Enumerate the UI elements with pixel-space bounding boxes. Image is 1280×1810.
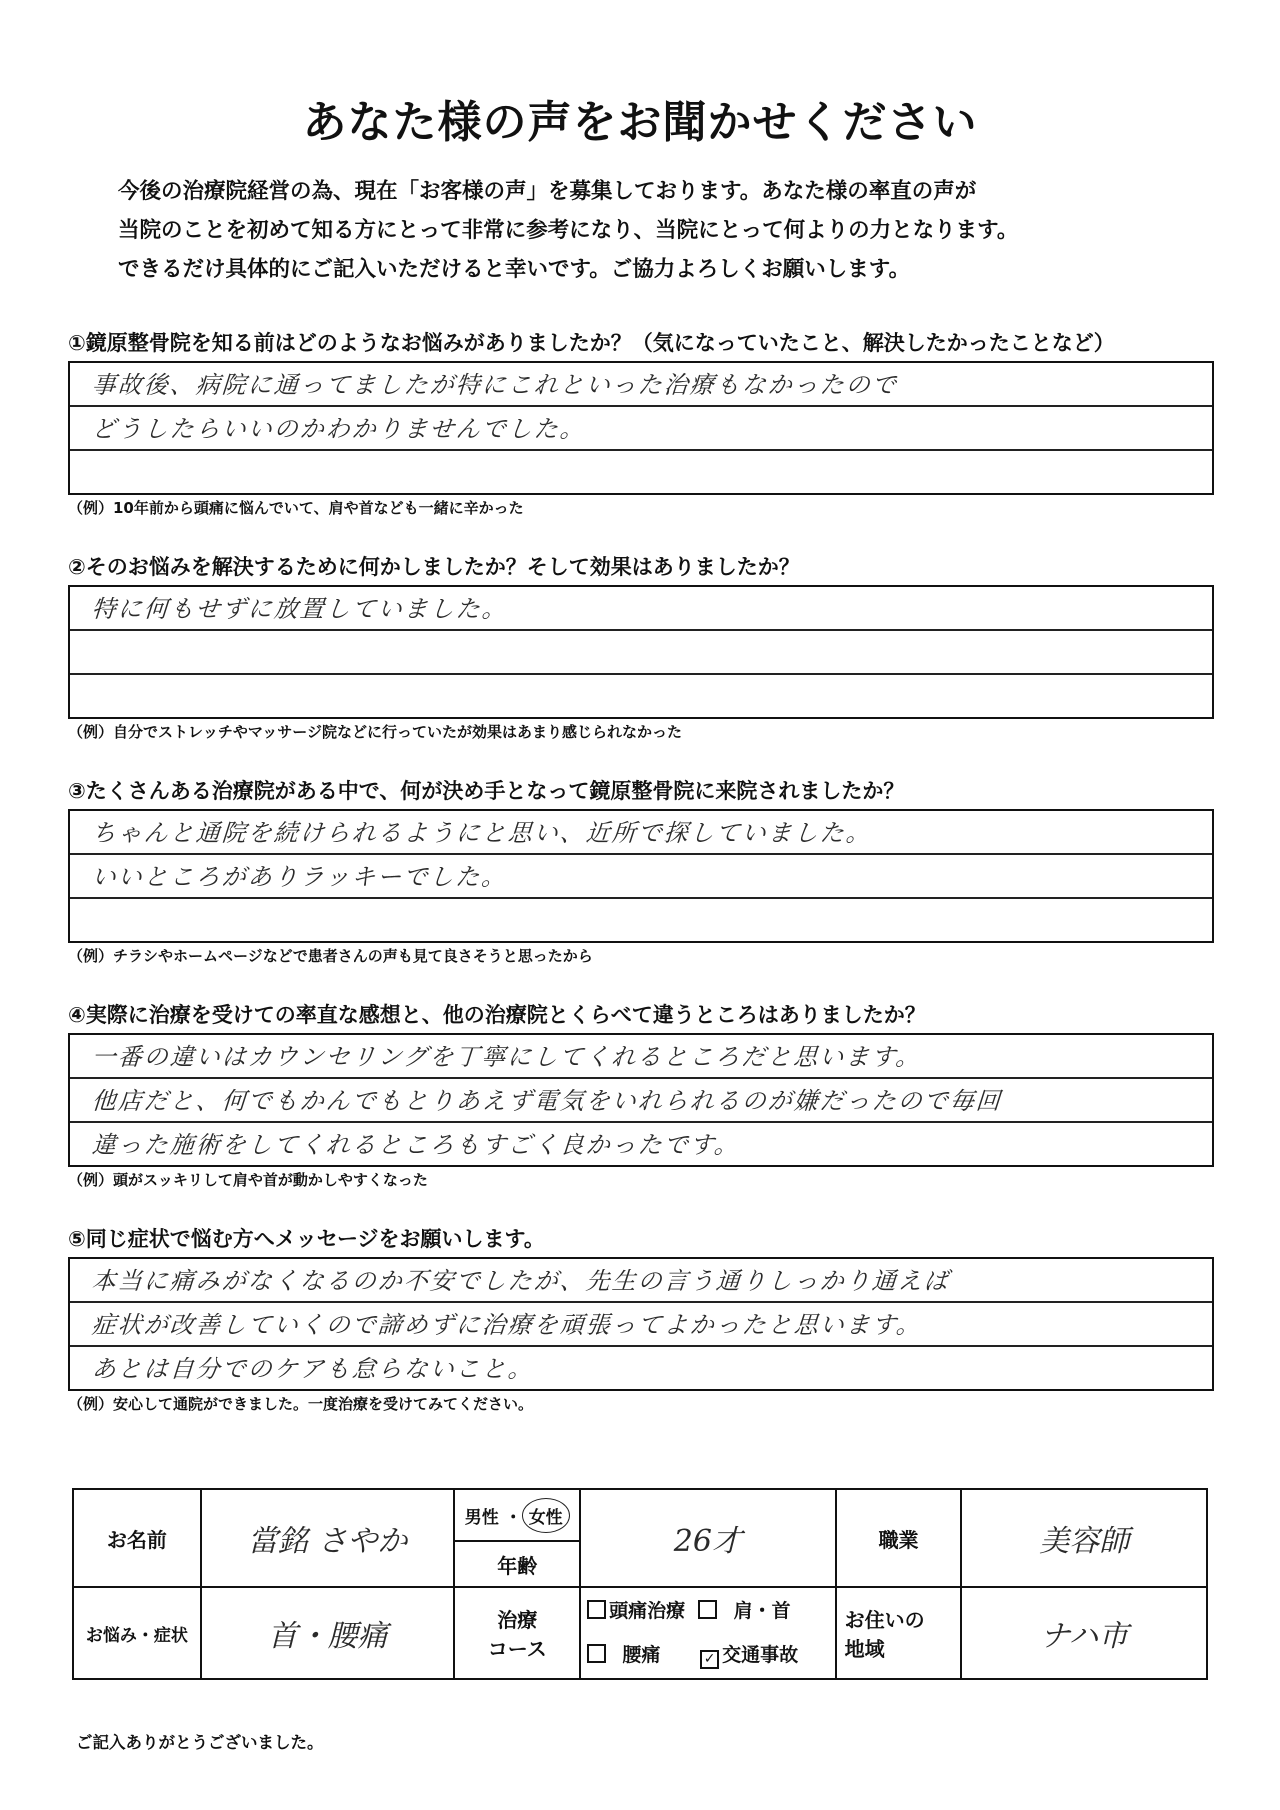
handwritten-answer: 一番の違いはカウンセリングを丁寧にしてくれるところだと思います。 (90, 1043, 923, 1071)
answer-box[interactable] (68, 809, 1214, 943)
area-label-line: 地域 (844, 1637, 885, 1661)
question-5 (68, 1224, 1214, 1414)
course-option-label: 腰痛 (622, 1644, 661, 1666)
question-4 (68, 1000, 1214, 1190)
example-text: （例）自分でストレッチやマッサージ院などに行っていたが効果はあまり感じられなかった (68, 723, 682, 741)
symptom-label: お悩み・症状 (73, 1587, 201, 1679)
name-label: お名前 (73, 1489, 201, 1587)
answer-line[interactable] (70, 631, 1212, 675)
question-2 (68, 552, 1214, 742)
checkbox-unchecked-icon[interactable] (698, 1600, 717, 1619)
question-heading: ②そのお悩みを解決するために何かしましたか？そして効果はありましたか？ (68, 555, 800, 579)
age-label: 年齢 (454, 1541, 580, 1587)
handwritten-answer: 症状が改善していくので諦めずに治療を頑張ってよかったと思います。 (90, 1311, 923, 1339)
job-label: 職業 (836, 1489, 962, 1587)
personal-info-table (72, 1488, 1208, 1680)
gender-male-option[interactable]: 男性 (464, 1507, 499, 1528)
answer-line[interactable] (70, 1347, 1212, 1389)
handwritten-answer: 他店だと、何でもかんでもとりあえず電気をいれられるのが嫌だったので毎回 (90, 1087, 1003, 1115)
answer-line[interactable] (70, 1079, 1212, 1123)
answer-box[interactable] (68, 585, 1214, 719)
course-option-headache[interactable] (587, 1600, 685, 1622)
question-1 (68, 328, 1214, 518)
answer-line[interactable] (70, 451, 1212, 493)
question-heading: ④実際に治療を受けての率直な感想と、他の治療院とくらべて違うところはありましたか？ (68, 1003, 926, 1027)
intro-text (118, 172, 1218, 289)
area-field[interactable]: ナハ市 (961, 1587, 1207, 1679)
example-text: （例）10年前から頭痛に悩んでいて、肩や首なども一緒に辛かった (68, 499, 524, 517)
answer-line[interactable] (70, 675, 1212, 717)
course-option-label: 肩・首 (733, 1600, 791, 1622)
handwritten-answer: ちゃんと通院を続けられるようにと思い、近所で探していました。 (90, 819, 873, 847)
example-text: （例）安心して通院ができました。一度治療を受けてみてください。 (68, 1395, 534, 1413)
checkbox-unchecked-icon[interactable] (587, 1644, 606, 1663)
gender-separator: ・ (504, 1507, 522, 1528)
thanks-message: ご記入ありがとうございました。 (76, 1733, 324, 1752)
answer-line[interactable] (70, 811, 1212, 855)
handwritten-answer: 違った施術をしてくれるところもすごく良かったです。 (90, 1131, 741, 1159)
answer-line[interactable] (70, 899, 1212, 941)
question-heading: ①鏡原整骨院を知る前はどのようなお悩みがありましたか？（気になっていたこと、解決したかったことなど） (68, 331, 1115, 355)
answer-line[interactable] (70, 855, 1212, 899)
handwritten-answer: 事故後、病院に通ってましたが特にこれといった治療もなかったので (90, 371, 899, 399)
answer-box[interactable] (68, 361, 1214, 495)
course-option-label: 頭痛治療 (609, 1600, 686, 1622)
handwritten-answer: 本当に痛みがなくなるのか不安でしたが、先生の言う通りしっかり通えば (90, 1267, 951, 1295)
course-option-traffic-accident[interactable] (700, 1644, 798, 1666)
intro-line: 当院のことを初めて知る方にとって非常に参考になり、当院にとって何よりの力となります。 (118, 218, 1019, 243)
course-label-line: 治療 (497, 1608, 538, 1632)
checkbox-unchecked-icon[interactable] (587, 1600, 606, 1619)
answer-box[interactable] (68, 1257, 1214, 1391)
job-field[interactable]: 美容師 (961, 1489, 1207, 1587)
handwritten-answer: どうしたらいいのかわかりませんでした。 (90, 415, 587, 443)
symptom-field[interactable]: 首・腰痛 (201, 1587, 455, 1679)
answer-line[interactable] (70, 407, 1212, 451)
answer-line[interactable] (70, 1123, 1212, 1165)
name-field[interactable]: 當銘 さやか (201, 1489, 455, 1587)
area-label-line: お住いの (844, 1608, 925, 1632)
answer-line[interactable] (70, 363, 1212, 407)
course-options (580, 1587, 836, 1679)
age-field[interactable]: 26才 (580, 1489, 836, 1587)
gender-female-option-circled[interactable]: 女性 (522, 1498, 570, 1533)
course-label-line: コース (487, 1637, 547, 1661)
handwritten-answer: 特に何もせずに放置していました。 (90, 595, 509, 623)
intro-line: 今後の治療院経営の為、現在「お客様の声」を募集しております。あなた様の率直の声が (118, 179, 977, 204)
area-label (836, 1587, 962, 1679)
example-text: （例）チラシやホームページなどで患者さんの声も見て良さそうと思ったから (68, 947, 593, 965)
course-option-shoulder-neck[interactable] (698, 1600, 790, 1622)
handwritten-answer: いいところがありラッキーでした。 (90, 863, 509, 891)
answer-line[interactable] (70, 587, 1212, 631)
course-option-lower-back[interactable] (587, 1644, 660, 1666)
handwritten-answer: あとは自分でのケアも怠らないこと。 (90, 1355, 535, 1383)
answer-box[interactable] (68, 1033, 1214, 1167)
intro-line: できるだけ具体的にご記入いただけると幸いです。ご協力よろしくお願いします。 (118, 257, 911, 282)
answer-line[interactable] (70, 1303, 1212, 1347)
question-heading: ③たくさんある治療院がある中で、何が決め手となって鏡原整骨院に来院されましたか？ (68, 779, 905, 803)
page-title: あなた様の声をお聞かせください (302, 97, 978, 148)
checkbox-checked-icon[interactable]: ✓ (700, 1650, 719, 1669)
question-heading: ⑤同じ症状で悩む方へメッセージをお願いします。 (68, 1227, 545, 1251)
answer-line[interactable] (70, 1035, 1212, 1079)
question-3 (68, 776, 1214, 966)
course-option-label: 交通事故 (722, 1644, 799, 1666)
example-text: （例）頭がスッキリして肩や首が動かしやすくなった (68, 1171, 428, 1189)
answer-line[interactable] (70, 1259, 1212, 1303)
gender-selector[interactable] (454, 1489, 580, 1541)
course-label (454, 1587, 580, 1679)
